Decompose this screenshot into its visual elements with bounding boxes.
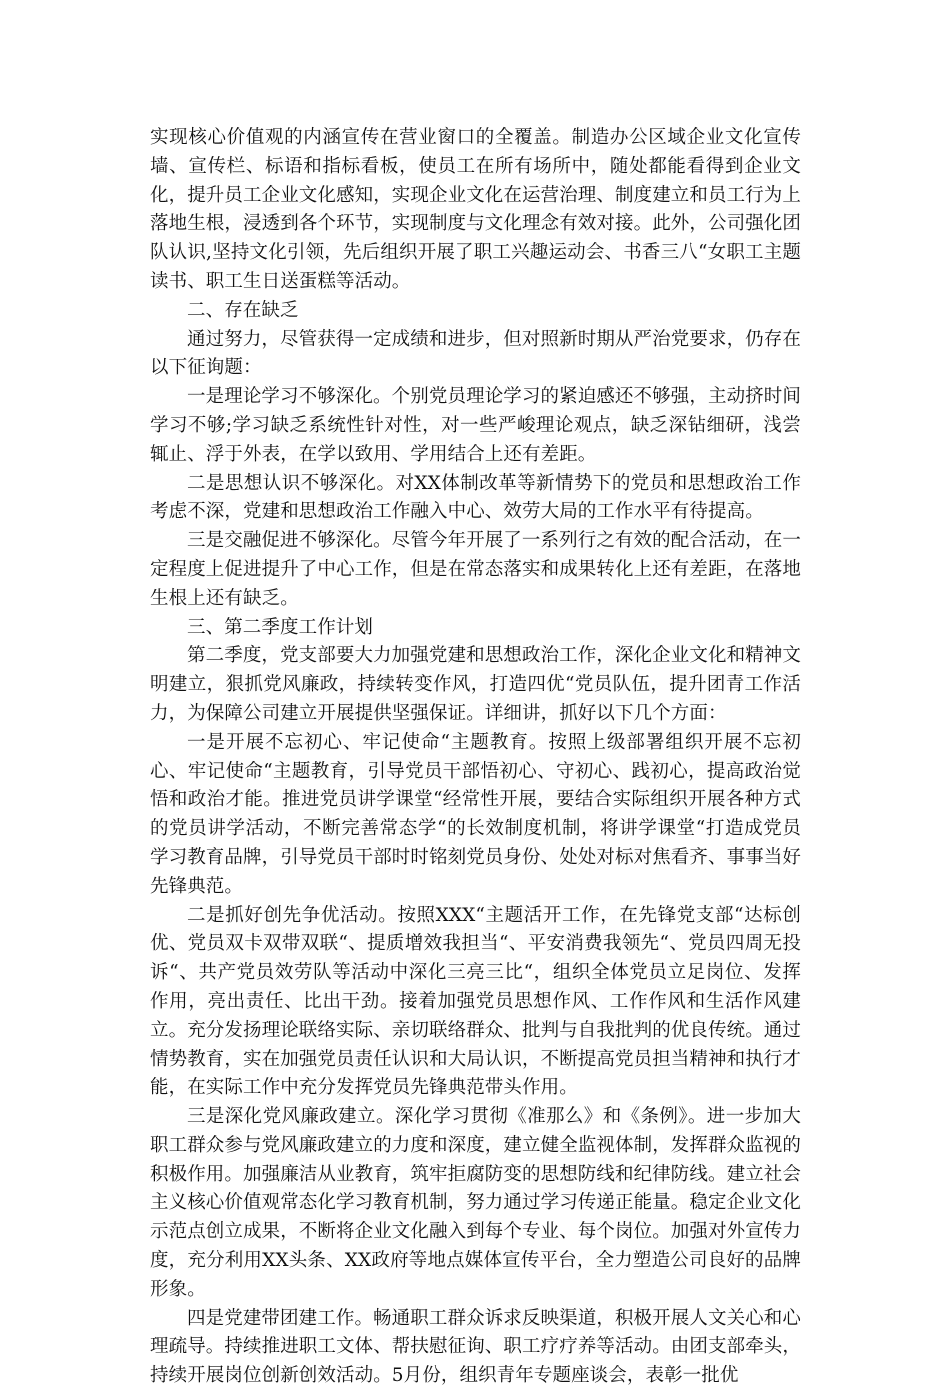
section-heading-q2-plan: 三、第二季度工作计划 xyxy=(187,616,374,638)
section-heading-shortcomings: 二、存在缺乏 xyxy=(187,299,299,321)
paragraph: 三是深化党风廉政建立。深化学习贯彻《准那么》和《条例》。进一步加大职工群众参与党风廉政建立的力度和深度，建立健全监视体制，发挥群众监视的积极作用。加强廉洁从业教育，筑牢拒腐防变的思想防线和纪律防线。建立社会主义核心价值观常态化学习教育机制，努力通过学习传递正能量。稳定企业文化示范点创立成果，不断将企业文化融入到每个专业、每个岗位。加强对外宣传力度，充分利用XX头条、XX政府等地点媒体宣传平台，全力塑造公司良好的品牌形象。 xyxy=(150,1106,802,1300)
paragraph: 通过努力，尽管获得一定成绩和进步，但对照新时期从严治党要求，仍存在以下征询题： xyxy=(150,328,801,379)
paragraph: 二是思想认识不够深化。对XX体制改革等新情势下的党员和思想政治工作考虑不深，党建和思想政治工作融入中心、效劳大局的工作水平有待提高。 xyxy=(150,472,801,523)
paragraph: 四是党建带团建工作。畅通职工群众诉求反映渠道，积极开展人文关心和心理疏导。持续推进职工文体、帮扶慰征询、职工疗疗养等活动。由团支部牵头，持续开展岗位创新创效活动。5月份，组织青年专题座谈会，表彰一批优 xyxy=(150,1307,802,1387)
paragraph: 第二季度，党支部要大力加强党建和思想政治工作，深化企业文化和精神文明建立，狠抓党风廉政，持续转变作风，打造四优“党员队伍，提升团青工作活力，为保障公司建立开展提供坚强保证。详细讲，抓好以下几个方面： xyxy=(150,645,801,724)
paragraph: 一是开展不忘初心、牢记使命“主题教育。按照上级部署组织开展不忘初心、牢记使命“主题教育，引导党员干部悟初心、守初心、践初心，提高政治觉悟和政治才能。推进党员讲学课堂“经常性开展，要结合实际组织开展各种方式的党员讲学活动，不断完善常态学“的长效制度机制，将讲学课堂“打造成党员学习教育品牌，引导党员干部时时铭刻党员身份、处处对标对焦看齐、事事当好先锋典范。 xyxy=(150,731,802,897)
document-body xyxy=(150,124,801,1391)
paragraph: 三是交融促进不够深化。尽管今年开展了一系列行之有效的配合活动，在一定程度上促进提升了中心工作，但是在常态落实和成果转化上还有差距，在落地生根上还有缺乏。 xyxy=(150,530,802,609)
paragraph-continued: 实现核心价值观的内涵宣传在营业窗口的全覆盖。制造办公区域企业文化宣传墙、宣传栏、标语和指标看板，使员工在所有场所中，随处都能看得到企业文化，提升员工企业文化感知，实现企业文化在运营治理、制度建立和员工行为上落地生根，浸透到各个环节，实现制度与文化理念有效对接。此外，公司强化团队认识,坚持文化引领，先后组织开展了职工兴趣运动会、书香三八“女职工主题读书、职工生日送蛋糕等活动。 xyxy=(150,127,802,292)
paragraph: 二是抓好创先争优活动。按照XXX“主题活开工作，在先锋党支部“达标创优、党员双卡双带双联“、提质增效我担当“、平安消费我领先“、党员四周无投诉“、共产党员效劳队等活动中深化三亮三比“，组织全体党员立足岗位、发挥作用，亮出责任、比出干劲。接着加强党员思想作风、工作作风和生活作风建立。充分发扬理论联络实际、亲切联络群众、批判与自我批判的优良传统。通过情势教育，实在加强党员责任认识和大局认识，不断提高党员担当精神和执行才能，在实际工作中充分发挥党员先锋典范带头作用。 xyxy=(150,904,802,1099)
paragraph: 一是理论学习不够深化。个别党员理论学习的紧迫感还不够强，主动挤时间学习不够;学习缺乏系统性针对性，对一些严峻理论观点，缺乏深钻细研，浅尝辄止、浮于外表，在学以致用、学用结合上还有差距。 xyxy=(150,386,801,465)
